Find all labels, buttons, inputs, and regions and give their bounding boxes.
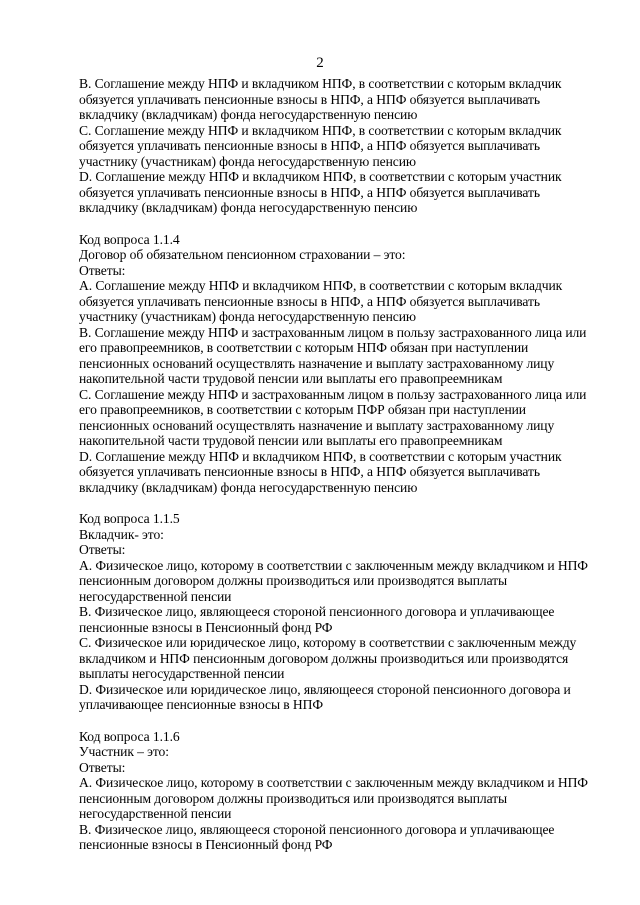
text-line: C. Соглашение между НПФ и застрахованным лицом в пользу застрахованного лица или: [79, 386, 587, 402]
text-line: D. Физическое или юридическое лицо, являющееся стороной пенсионного договора и: [79, 681, 571, 697]
text-line: A. Физическое лицо, которому в соответствии с заключенным между вкладчиком и НПФ: [79, 775, 588, 790]
text-line: накопительной части трудовой пенсии или выплаты его правопреемникам: [79, 433, 503, 448]
text-line: Код вопроса 1.1.5: [79, 511, 180, 526]
text-line: уплачивающее пенсионные взносы в НПФ: [79, 697, 323, 712]
text-line: его правопреемников, в соответствии с которым НПФ обязан при наступлении: [79, 340, 529, 355]
text-line: пенсионным договором должны производиться или производятся выплаты: [79, 573, 508, 588]
text-line: B. Физическое лицо, являющееся стороной пенсионного договора и уплачивающее: [79, 821, 555, 837]
paragraph-gap: [79, 495, 594, 511]
text-line: B. Соглашение между НПФ и застрахованным лицом в пользу застрахованного лица или: [79, 324, 587, 340]
page-number: 2: [316, 55, 324, 71]
text-line: выплаты негосударственной пенсии: [79, 666, 285, 681]
text-line: участнику (участникам) фонда негосударственную пенсию: [79, 153, 416, 169]
text-line: вкладчику (вкладчикам) фонда негосударственную пенсию: [79, 107, 418, 122]
text-line: Ответы:: [79, 262, 126, 278]
text-line: C. Физическое или юридическое лицо, которому в соответствии с заключенным между: [79, 635, 577, 650]
text-line: его правопреемников, в соответствии с которым ПФР обязан при наступлении: [79, 402, 526, 417]
text-line: Договор об обязательном пенсионном страховании – это:: [79, 247, 406, 262]
paragraph-gap: [79, 713, 594, 729]
text-line: D. Соглашение между НПФ и вкладчиком НПФ, в соответствии с которым участник: [79, 448, 562, 464]
text-line: C. Соглашение между НПФ и вкладчиком НПФ, в соответствии с которым вкладчик: [79, 122, 562, 138]
text-line: пенсионным договором должны производиться или производятся выплаты: [79, 790, 508, 806]
text-line: обязуется уплачивать пенсионные взносы в НПФ, а НПФ обязуется выплачивать: [79, 184, 540, 200]
text-line: B. Соглашение между НПФ и вкладчиком НПФ, в соответствии с которым вкладчик: [79, 76, 562, 91]
text-line: участнику (участникам) фонда негосударственную пенсию: [79, 309, 416, 324]
text-line: пенсионных оснований осуществлять назначение и выплату застрахованному лицу: [79, 355, 555, 371]
text-line: Вкладчик- это:: [79, 526, 164, 542]
text-line: B. Физическое лицо, являющееся стороной пенсионного договора и уплачивающее: [79, 604, 555, 619]
text-line: обязуется уплачивать пенсионные взносы в НПФ, а НПФ обязуется выплачивать: [79, 91, 540, 107]
text-line: Ответы:: [79, 759, 126, 775]
text-line: Код вопроса 1.1.4: [79, 231, 180, 247]
text-line: Ответы:: [79, 542, 126, 557]
text-line: A. Физическое лицо, которому в соответствии с заключенным между вкладчиком и НПФ: [79, 557, 588, 573]
text-line: негосударственной пенсии: [79, 806, 232, 821]
text-line: вкладчику (вкладчикам) фонда негосударственную пенсию: [79, 200, 418, 215]
text-line: A. Соглашение между НПФ и вкладчиком НПФ, в соответствии с которым вкладчик: [79, 278, 563, 293]
document-body: [79, 76, 594, 853]
paragraph-gap: [79, 216, 594, 232]
text-line: D. Соглашение между НПФ и вкладчиком НПФ, в соответствии с которым участник: [79, 169, 562, 184]
text-line: обязуется уплачивать пенсионные взносы в НПФ, а НПФ обязуется выплачивать: [79, 464, 540, 479]
text-line: вкладчику (вкладчикам) фонда негосударственную пенсию: [79, 479, 418, 495]
text-line: накопительной части трудовой пенсии или выплаты его правопреемникам: [79, 371, 503, 386]
text-line: пенсионные взносы в Пенсионный фонд РФ: [79, 837, 333, 852]
text-line: пенсионные взносы в Пенсионный фонд РФ: [79, 619, 333, 635]
text-line: пенсионных оснований осуществлять назначение и выплату застрахованному лицу: [79, 417, 555, 433]
text-line: обязуется уплачивать пенсионные взносы в НПФ, а НПФ обязуется выплачивать: [79, 138, 540, 153]
text-line: обязуется уплачивать пенсионные взносы в НПФ, а НПФ обязуется выплачивать: [79, 293, 540, 309]
text-line: Код вопроса 1.1.6: [79, 728, 180, 744]
text-line: вкладчиком и НПФ пенсионным договором должны производиться или производятся: [79, 650, 569, 666]
text-line: Участник – это:: [79, 744, 169, 759]
text-line: негосударственной пенсии: [79, 588, 232, 604]
